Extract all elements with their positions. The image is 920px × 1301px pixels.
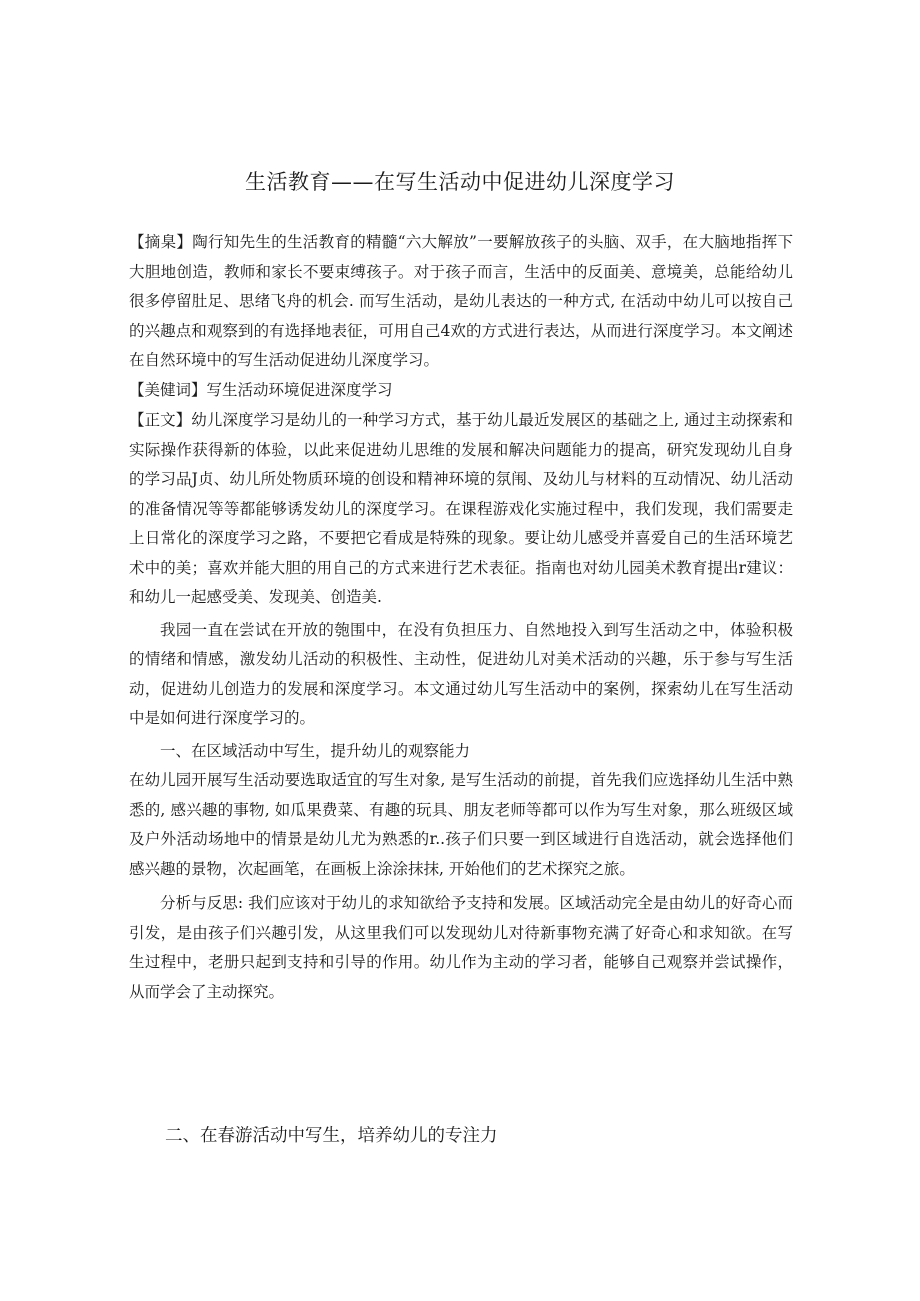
intro-paragraph: 我园一直在尝试在开放的匏围中，在没有负担压力、自然地投入到写生活动之中，体验积极的情绪和情感，激发幼儿活动的积极性、主动性，促进幼儿对美术活动的兴趣，乐于参与写生活动，促进幼儿创造力的发展和深度学习。本文通过幼儿写生活动中的案例，探索幼儿在写生活动中是如何进行深度学习的。: [129, 620, 793, 727]
abstract-paragraph: 【摘臬】陶行知先生的生活教育的精髓“六大解放”一要解放孩子的头脑、双手，在大脑地指挥下大胆地创造，教师和家长不要束缚孩子。对于孩子而言，生活中的反面美、意境美，总能给幼儿很多停留肚足、思绪飞舟的机会. 而写生活动，是幼儿表达的一种方式, 在活动中幼儿可以按自己的兴趣点和观察到的有选择地表征，可用自己4欢的方式进行表达，从而进行深度学习。本文阐述在自然环境中的写生活动促进幼儿深度学习。: [129, 233, 793, 369]
analysis-paragraph: 分析与反思: 我们应该对于幼儿的求知欲给予支持和发展。区域活动完全是由幼儿的好奇心而引发，是由孩子们兴趣引发，从这里我们可以发现幼儿对待新事物充满了好奇心和求知欲。在写生过程中，老册只起到支持和引导的作用。幼儿作为主动的学习者，能够自己观察并尝试操作，从而学会了主动探究。: [129, 894, 793, 1001]
document-title: 生活教育——在写生活动中促进幼儿深度学习: [245, 170, 675, 194]
main-text-paragraph: 【正文】幼儿深度学习是幼儿的一种学习方式，基于幼儿最近发展区的基础之上, 通过主动探索和实际操作获得新的体验，以此来促进幼儿思维的发展和解决问题能力的提高，研究发现幼儿自身的学习品J贞、幼儿所处物质环境的创设和精神环境的氛闱、及幼儿与材料的互动情况、幼儿活动的准备情况等等都能够诱发幼儿的深度学习。在课程游戏化实施过程中，我们发现，我们需要走上日常化的深度学习之路，不要把它看成是特殊的现象。要让幼儿感受并喜爱自己的生活环境艺术中的美；喜欢并能大胆的用自己的方式来进行艺术表征。指南也对幼儿园美术教育提出r建议：和幼儿一起感受美、发现美、创造美.: [129, 411, 793, 606]
keywords-paragraph: 【美健词】写生活动环境促进深度学习: [129, 380, 393, 399]
document-body: [129, 228, 793, 1007]
section-one-heading: 一、在区域活动中写生，提升幼儿的观察能力: [160, 741, 471, 760]
section-one-paragraph: 在幼儿园开展写生活动要选取适宜的写生对象, 是写生活动的前提，首先我们应选择幼儿生活中熟悉的, 感兴趣的事物, 如瓜果费菜、有趣的玩具、朋友老师等都可以作为写生对象，那么班级区域及户外活动场地中的情景是幼儿尤为熟悉的r..孩子们只要一到区域进行自选活动，就会选择他们感兴趣的景物，次起画笔，在画板上涂涂抹抹, 开始他们的艺术探究之旅。: [129, 771, 793, 878]
section-two-heading: 二、在春游活动中写生，培养幼儿的专注力: [165, 1126, 498, 1146]
